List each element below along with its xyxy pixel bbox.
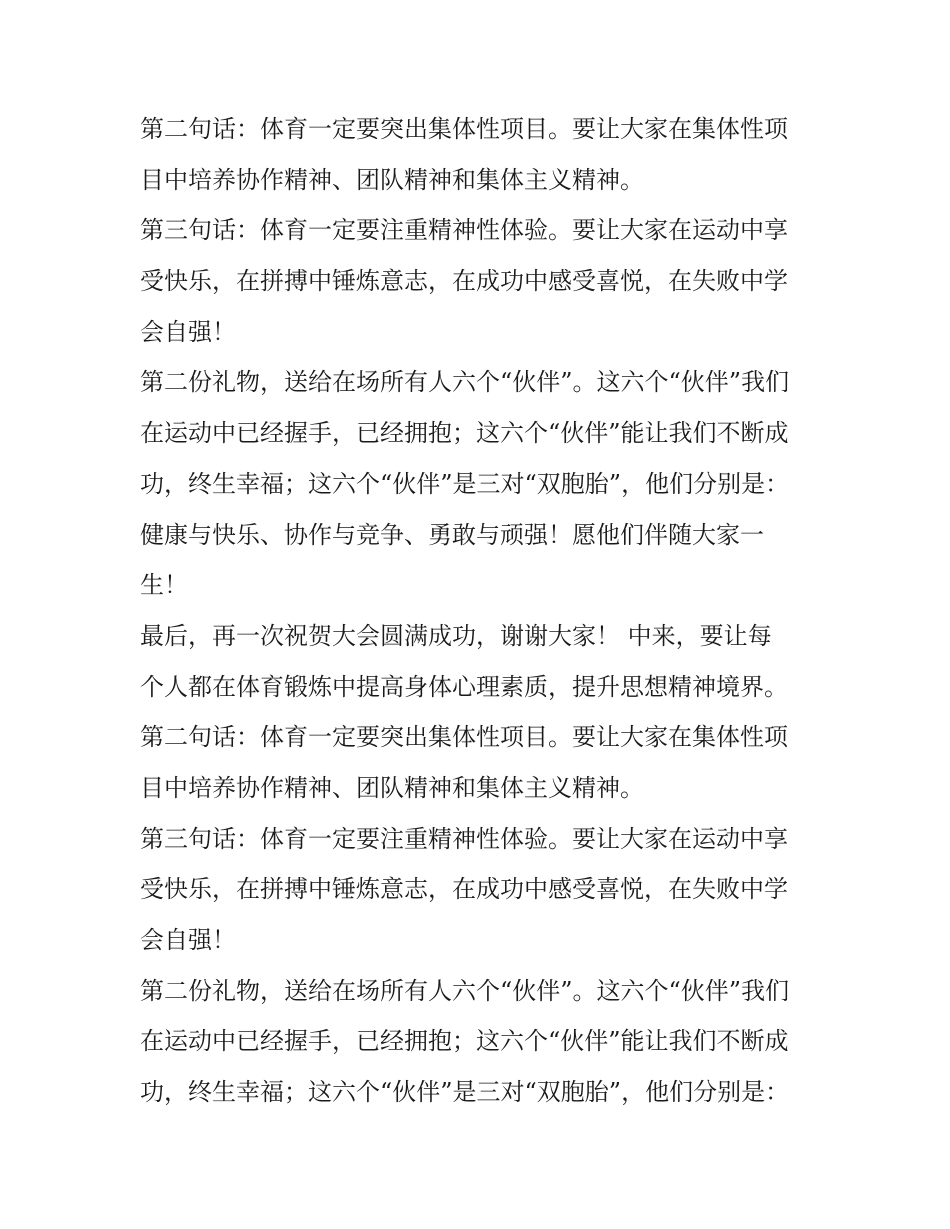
- text-line: 在运动中已经握手，已经拥抱；这六个“伙伴”能让我们不断成: [140, 419, 789, 448]
- text-line: 个人都在体育锻炼中提高身体心理素质，提升思想精神境界。: [140, 672, 788, 701]
- text-line: 功，终生幸福；这六个“伙伴”是三对“双胞胎”，他们分别是：: [140, 1078, 790, 1107]
- text-line: 第三句话：体育一定要注重精神性体验。要让大家在运动中享: [140, 216, 788, 245]
- text-line: 功，终生幸福；这六个“伙伴”是三对“双胞胎”，他们分别是：: [140, 469, 790, 498]
- text-line: 会自强！: [140, 926, 236, 954]
- text-line: 第二句话：体育一定要突出集体性项目。要让大家在集体性项: [140, 723, 788, 752]
- text-line: 目中培养协作精神、团队精神和集体主义精神。: [140, 165, 644, 194]
- text-line: 第三句话：体育一定要注重精神性体验。要让大家在运动中享: [140, 824, 788, 853]
- text-line: 受快乐，在拼搏中锤炼意志，在成功中感受喜悦，在失败中学: [140, 267, 788, 296]
- text-line: 目中培养协作精神、团队精神和集体主义精神。: [140, 773, 644, 802]
- text-line: 会自强！: [140, 317, 236, 346]
- text-line: 最后，再一次祝贺大会圆满成功，谢谢大家！ 中来，要让每: [140, 621, 772, 650]
- text-line: 第二份礼物，送给在场所有人六个“伙伴”。这六个“伙伴”我们: [140, 368, 790, 397]
- text-line: 在运动中已经握手，已经拥抱；这六个“伙伴”能让我们不断成: [140, 1027, 789, 1056]
- document-body: [140, 104, 812, 1118]
- text-line: 第二份礼物，送给在场所有人六个“伙伴”。这六个“伙伴”我们: [140, 976, 790, 1005]
- text-line: 健康与快乐、协作与竞争、勇敢与顽强！愿他们伴随大家一: [140, 520, 764, 549]
- text-line: 受快乐，在拼搏中锤炼意志，在成功中感受喜悦，在失败中学: [140, 875, 788, 904]
- text-line: 第二句话：体育一定要突出集体性项目。要让大家在集体性项: [140, 115, 788, 143]
- text-line: 生！: [140, 571, 188, 600]
